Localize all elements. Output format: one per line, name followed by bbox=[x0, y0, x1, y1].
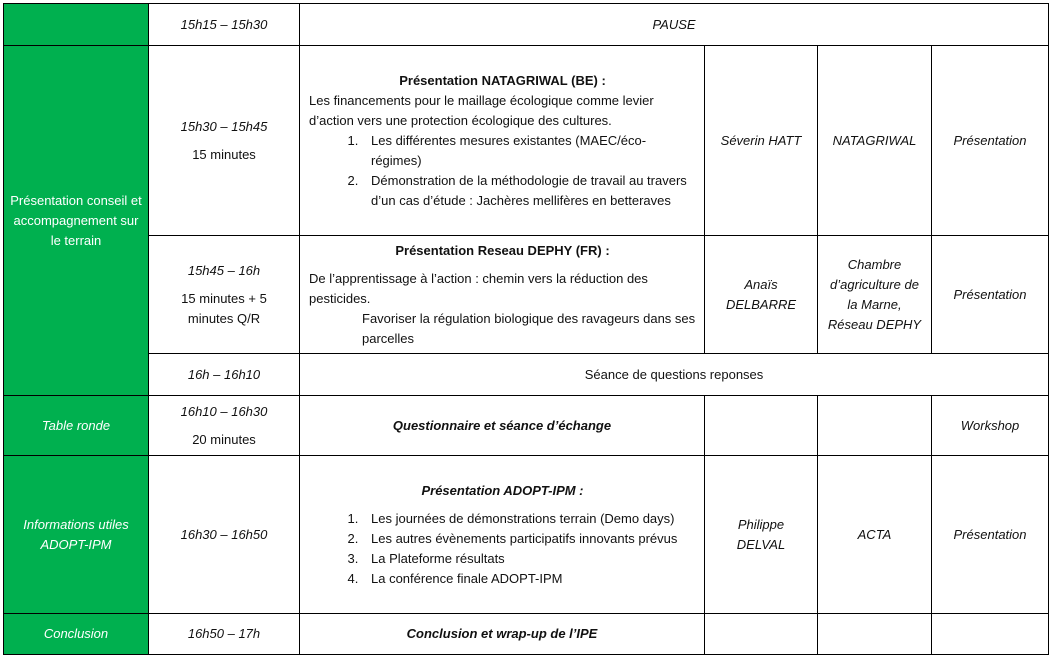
organization-cell bbox=[818, 614, 932, 655]
duration: 15 minutes + 5 minutes Q/R bbox=[181, 290, 267, 326]
session-title: Présentation Reseau DEPHY (FR) : bbox=[395, 242, 610, 258]
format-cell: Présentation bbox=[932, 236, 1049, 354]
time-cell bbox=[149, 46, 300, 236]
speaker-cell: Philippe DELVAL bbox=[705, 456, 818, 614]
organization-cell: ACTA bbox=[818, 456, 932, 614]
session-title: Présentation NATAGRIWAL (BE) : bbox=[399, 72, 606, 88]
format-cell: Workshop bbox=[932, 396, 1049, 456]
row-pause bbox=[4, 4, 1049, 46]
section-cell-conseil: Présentation conseil et accompagnement sur le terrain bbox=[4, 46, 149, 396]
organization-cell bbox=[818, 396, 932, 456]
time-cell bbox=[149, 236, 300, 354]
duration: 20 minutes bbox=[192, 431, 256, 447]
time-range: 16h10 – 16h30 bbox=[180, 403, 268, 419]
time-cell bbox=[149, 396, 300, 456]
list-item: 1. Les journées de démonstrations terrain (Demo days) bbox=[362, 509, 696, 529]
description-cell bbox=[300, 236, 705, 354]
row-conclusion bbox=[4, 614, 1049, 655]
row-natagriwal bbox=[4, 46, 1049, 236]
organization-cell: NATAGRIWAL bbox=[818, 46, 932, 236]
format-cell: Présentation bbox=[932, 456, 1049, 614]
time-cell: 15h15 – 15h30 bbox=[149, 4, 300, 46]
row-table-ronde bbox=[4, 396, 1049, 456]
description-cell bbox=[300, 46, 705, 236]
speaker-cell bbox=[705, 614, 818, 655]
list-item: 2. Démonstration de la méthodologie de travail au travers d’un cas d’étude : Jachères mellifères en betteraves bbox=[362, 171, 696, 211]
format-cell: Présentation bbox=[932, 46, 1049, 236]
description-cell bbox=[300, 456, 705, 614]
list-item: 2. Les autres évènements participatifs innovants prévus bbox=[362, 529, 696, 549]
section-cell-conclusion: Conclusion bbox=[4, 614, 149, 655]
organization-cell: Chambre d’agriculture de la Marne, Réseau DEPHY bbox=[818, 236, 932, 354]
duration: 15 minutes bbox=[192, 146, 256, 162]
speaker-cell bbox=[705, 396, 818, 456]
section-cell-informations: Informations utiles ADOPT-IPM bbox=[4, 456, 149, 614]
section-cell-table-ronde: Table ronde bbox=[4, 396, 149, 456]
questions-label: Séance de questions reponses bbox=[300, 354, 1049, 396]
time-range: 15h30 – 15h45 bbox=[180, 118, 268, 134]
time-range: 15h45 – 16h bbox=[187, 262, 261, 278]
format-cell bbox=[932, 614, 1049, 655]
session-list bbox=[309, 509, 696, 589]
agenda-table bbox=[3, 3, 1049, 655]
description-cell: Questionnaire et séance d’échange bbox=[300, 396, 705, 456]
pause-label: PAUSE bbox=[300, 4, 1049, 46]
time-cell: 16h – 16h10 bbox=[149, 354, 300, 396]
session-title: Présentation ADOPT-IPM : bbox=[421, 482, 584, 498]
list-item: 1. Les différentes mesures existantes (MAEC/éco-régimes) bbox=[362, 131, 696, 171]
list-item: 4. La conférence finale ADOPT-IPM bbox=[362, 569, 696, 589]
time-cell: 16h50 – 17h bbox=[149, 614, 300, 655]
session-intro: De l’apprentissage à l’action : chemin vers la réduction des pesticides. bbox=[309, 270, 648, 306]
section-cell-empty bbox=[4, 4, 149, 46]
speaker-cell: Séverin HATT bbox=[705, 46, 818, 236]
speaker-cell: Anaïs DELBARRE bbox=[705, 236, 818, 354]
session-list bbox=[309, 131, 696, 211]
row-dephy bbox=[4, 236, 1049, 354]
session-intro: Les financements pour le maillage écologique comme levier d’action vers une protection écologique des cultures. bbox=[309, 92, 654, 128]
time-cell: 16h30 – 16h50 bbox=[149, 456, 300, 614]
row-adopt-ipm bbox=[4, 456, 1049, 614]
session-subpoint: Favoriser la régulation biologique des ravageurs dans ses parcelles bbox=[362, 310, 696, 346]
list-item: 3. La Plateforme résultats bbox=[362, 549, 696, 569]
row-questions bbox=[4, 354, 1049, 396]
description-cell: Conclusion et wrap-up de l’IPE bbox=[300, 614, 705, 655]
